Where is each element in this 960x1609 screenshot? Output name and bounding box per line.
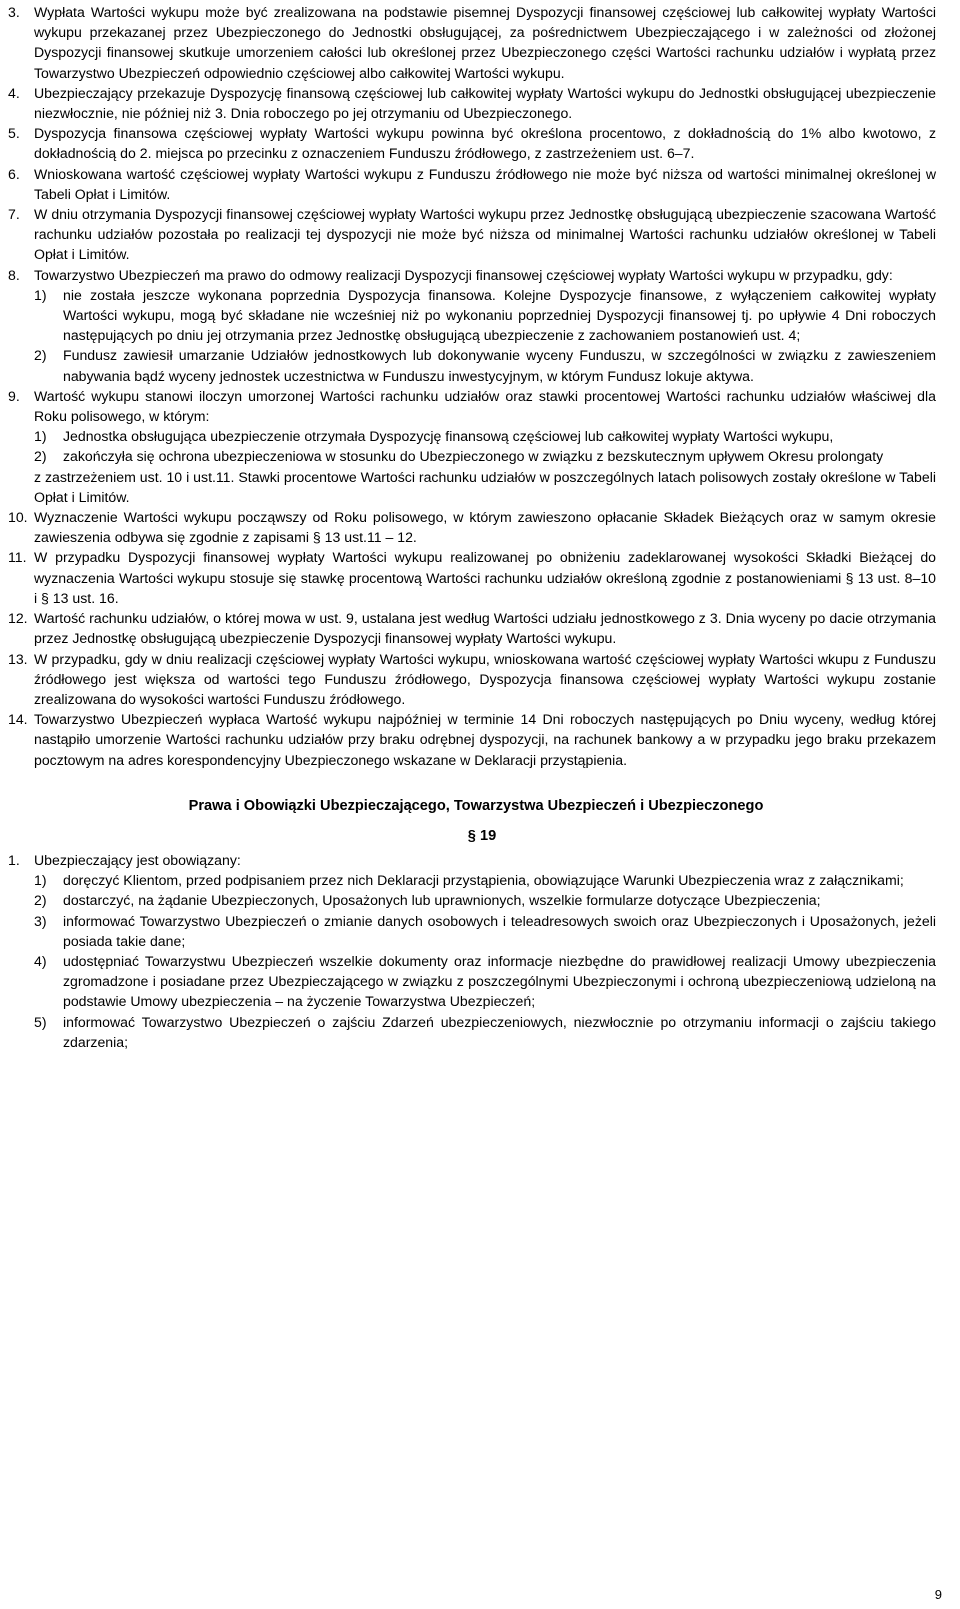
sub-item xyxy=(34,890,936,910)
sub-item xyxy=(34,870,936,890)
item-text: Wartość wykupu stanowi iloczyn umorzonej Wartości rachunku udziałów oraz stawki procentowej Wartości rachunku udziałów właściwej dla Roku polisowego, w którym: xyxy=(34,387,936,425)
sub-item xyxy=(34,951,936,1012)
list-item-4 xyxy=(8,83,936,123)
sub-item-number: 3) xyxy=(34,912,47,929)
item-number: 11. xyxy=(8,549,27,566)
list-item-11 xyxy=(8,547,936,608)
sub-item-text: informować Towarzystwo Ubezpieczeń o zajściu Zdarzeń ubezpieczeniowych, niezwłocznie po otrzymaniu informacji o zajściu takiego zdarzenia; xyxy=(63,1013,936,1050)
sub-item xyxy=(34,446,936,466)
item-number: 8. xyxy=(8,266,20,283)
item-text: Ubezpieczający przekazuje Dyspozycję finansową częściowej lub całkowitej wypłaty Wartości wykupu do Jednostki obsługującej ubezpieczenie niezwłocznie, nie później niż 3. Dnia roboczego po jej otrzymaniu od Ubezpieczonego. xyxy=(34,84,936,122)
list-item-3 xyxy=(8,2,936,83)
item-text: Dyspozycja finansowa częściowej wypłaty Wartości wykupu powinna być określona procentowo, z dokładnością do 1% albo kwotowo, z dokładnością do 2. miejsca po przecinku z oznaczeniem Funduszu źródłowego, z zastrzeżeniem ust. 6–7. xyxy=(34,125,936,162)
item-number: 7. xyxy=(8,206,20,223)
item-text: W przypadku, gdy w dniu realizacji częściowej wypłaty Wartości wykupu, wnioskowana wartość częściowej wypłaty Wartości wkupu z Funduszu źródłowego jest większa od wartości tego Funduszu źródłowego, Dyspozycja finansowa częściowej wypłaty Wartości wykupu zostanie zrealizowana do wysokości wartości Funduszu źródłowego. xyxy=(34,650,936,707)
list-item-7 xyxy=(8,204,936,265)
item-text: Wyznaczenie Wartości wykupu począwszy od Roku polisowego, w którym zawieszono opłacanie Składek Bieżących oraz w samym okresie zawieszenia odbywa się zgodnie z zapisami § 13 ust.11 – 12. xyxy=(34,509,936,546)
item-continuation-text: z zastrzeżeniem ust. 10 i ust.11. Stawki procentowe Wartości rachunku udziałów w poszczególnych latach polisowych zostały określone w Tabeli Opłat i Limitów. xyxy=(34,468,936,505)
sub-item-text: udostępniać Towarzystwu Ubezpieczeń wszelkie dokumenty oraz informacje niezbędne do prawidłowej realizacji Umowy ubezpieczenia zgromadzone i posiadane przez Ubezpieczającego w związku z poszczególnymi Ubezpieczonymi i ochroną ubezpieczeniową udzieloną na podstawie Umowy ubezpieczenia – na życzenie Towarzystwa Ubezpieczeń; xyxy=(63,952,936,1010)
sub-item-number: 2) xyxy=(34,347,47,364)
sub-item-number: 2) xyxy=(34,448,47,465)
list-item-6 xyxy=(8,164,936,204)
item-number: 9. xyxy=(8,387,20,404)
sub-item-number: 1) xyxy=(34,428,47,445)
sub-item-text: Jednostka obsługująca ubezpieczenie otrzymała Dyspozycję finansową częściowej lub całkowitej wypłaty Wartości wykupu, xyxy=(63,428,834,445)
page-number: 9 xyxy=(934,1587,942,1602)
sub-item xyxy=(34,911,936,951)
item-text: Towarzystwo Ubezpieczeń ma prawo do odmowy realizacji Dyspozycji finansowej częściowej wypłaty Wartości wykupu w przypadku, gdy: xyxy=(34,266,893,283)
item-number: 4. xyxy=(8,84,20,101)
item-body xyxy=(34,265,936,386)
list-item-13 xyxy=(8,649,936,710)
sub-item-number: 5) xyxy=(34,1013,47,1030)
sub-item-text: dostarczyć, na żądanie Ubezpieczonych, Uposażonych lub uprawnionych, wszelkie formularze dotyczące Ubezpieczenia; xyxy=(63,892,821,909)
sub-item xyxy=(34,285,936,346)
sub-item-text: doręczyć Klientom, przed podpisaniem przez nich Deklaracji przystąpienia, obowiązujące Warunki Ubezpieczenia wraz z załącznikami; xyxy=(63,872,904,889)
item-number: 1. xyxy=(8,851,20,868)
item-number: 12. xyxy=(8,610,28,627)
section-heading: Prawa i Obowiązki Ubezpieczającego, Towarzystwa Ubezpieczeń i Ubezpieczonego xyxy=(188,797,764,814)
sub-item-number: 1) xyxy=(34,286,47,303)
item-number: 5. xyxy=(8,125,20,142)
item-number: 14. xyxy=(8,711,28,728)
item-text: Towarzystwo Ubezpieczeń wypłaca Wartość wykupu najpóźniej w terminie 14 Dni roboczych następujących po Dniu wyceny, według której nastąpiło umorzenie Wartości rachunku udziałów przy braku odrębnej dyspozycji, na rachunek bankowy a w przypadku jego braku przekazem pocztowym na adres korespondencyjny Ubezpieczonego wskazane w Deklaracji przystąpienia. xyxy=(34,711,936,768)
document-body xyxy=(8,2,936,1052)
list-item-12 xyxy=(8,608,936,648)
item-body xyxy=(34,386,936,507)
paragraph-number: § 19 xyxy=(467,827,497,844)
item-text: Wypłata Wartości wykupu może być zrealizowana na podstawie pisemnej Dyspozycji finansowej częściowej lub całkowitej wypłaty Wartości wykupu przekazanej przez Ubezpieczonego do Jednostki obsługującej, za pośrednictwem Ubezpieczającego i w zależności od złożonej Dyspozycji finansowej skutkuje umorzeniem całości lub określonej przez Ubezpieczonego części Wartości rachunku udziałów i wypłatą przez Towarzystwo Ubezpieczeń odpowiednio częściowej albo całkowitej Wartości wykupu. xyxy=(34,4,936,81)
list-item-10 xyxy=(8,507,936,547)
item-number: 10. xyxy=(8,509,28,526)
sub-item xyxy=(34,345,936,385)
item-text: Wnioskowana wartość częściowej wypłaty Wartości wykupu z Funduszu źródłowego nie może być niższa od wartości minimalnej określonej w Tabeli Opłat i Limitów. xyxy=(34,165,936,202)
item-number: 3. xyxy=(8,4,20,20)
section-19-item-1 xyxy=(8,850,936,1052)
list-item-5 xyxy=(8,123,936,163)
sub-item xyxy=(34,1012,936,1052)
item-number: 13. xyxy=(8,650,28,667)
sub-item-number: 4) xyxy=(34,952,47,969)
item-text: W przypadku Dyspozycji finansowej wypłaty Wartości wykupu realizowanej po obniżeniu zadeklarowanej wysokości Składki Bieżącej do wyznaczenia Wartości wykupu stosuje się stawkę procentową Wartości rachunku udziałów określoną zgodnie z postanowieniami § 13 ust. 8–10 i § 13 ust. 16. xyxy=(34,549,936,606)
sub-item-text: informować Towarzystwo Ubezpieczeń o zmianie danych osobowych i teleadresowych swoich oraz Ubezpieczonych i Uposażonych, jeżeli posiada takie dane; xyxy=(63,912,936,949)
item-body xyxy=(34,850,936,1052)
sub-item-text: nie została jeszcze wykonana poprzednia Dyspozycja finansowa. Kolejne Dyspozycje finansowe, z wyłączeniem całkowitej wypłaty Wartości wykupu, mogą być składane nie wcześniej niż po wykonaniu poprzedniej Dyspozycji finansowej tj. po upływie 4 Dni roboczych następujących po dniu jej otrzymania przez Jednostkę obsługującą ubezpieczenie z zachowaniem postanowień ust. 4; xyxy=(63,286,936,344)
item-text: W dniu otrzymania Dyspozycji finansowej częściowej wypłaty Wartości wykupu przez Jednostkę obsługującą ubezpieczenie szacowana Wartość rachunku udziałów pozostała po realizacji tej dyspozycji nie może być niższa od minimalnej Wartości rachunku udziałów określonej w Tabeli Opłat i Limitów. xyxy=(34,206,936,263)
item-number: 6. xyxy=(8,165,20,182)
list-item-14 xyxy=(8,709,936,770)
sub-item-number: 1) xyxy=(34,872,47,889)
sub-item-number: 2) xyxy=(34,892,47,909)
sub-item-text: zakończyła się ochrona ubezpieczeniowa w stosunku do Ubezpieczonego w związku z bezskutecznym upływem Okresu prolongaty xyxy=(63,448,884,465)
item-text: Ubezpieczający jest obowiązany: xyxy=(34,851,241,868)
sub-item-text: Fundusz zawiesił umarzanie Udziałów jednostkowych lub dokonywanie wyceny Funduszu, w szczególności w związku z zawieszeniem nabywania bądź wyceny jednostek uczestnictwa w Funduszu inwestycyjnym, w którym Fundusz lokuje aktywa. xyxy=(63,347,936,384)
list-item-9 xyxy=(8,386,936,507)
list-item-8 xyxy=(8,265,936,386)
item-text: Wartość rachunku udziałów, o której mowa w ust. 9, ustalana jest według Wartości udziału jednostkowego z 3. Dnia wyceny po dacie otrzymania przez Jednostkę obsługującą ubezpieczenie Dyspozycji finansowej wypłaty Wartości wykupu. xyxy=(34,610,936,647)
sub-item xyxy=(34,426,936,446)
